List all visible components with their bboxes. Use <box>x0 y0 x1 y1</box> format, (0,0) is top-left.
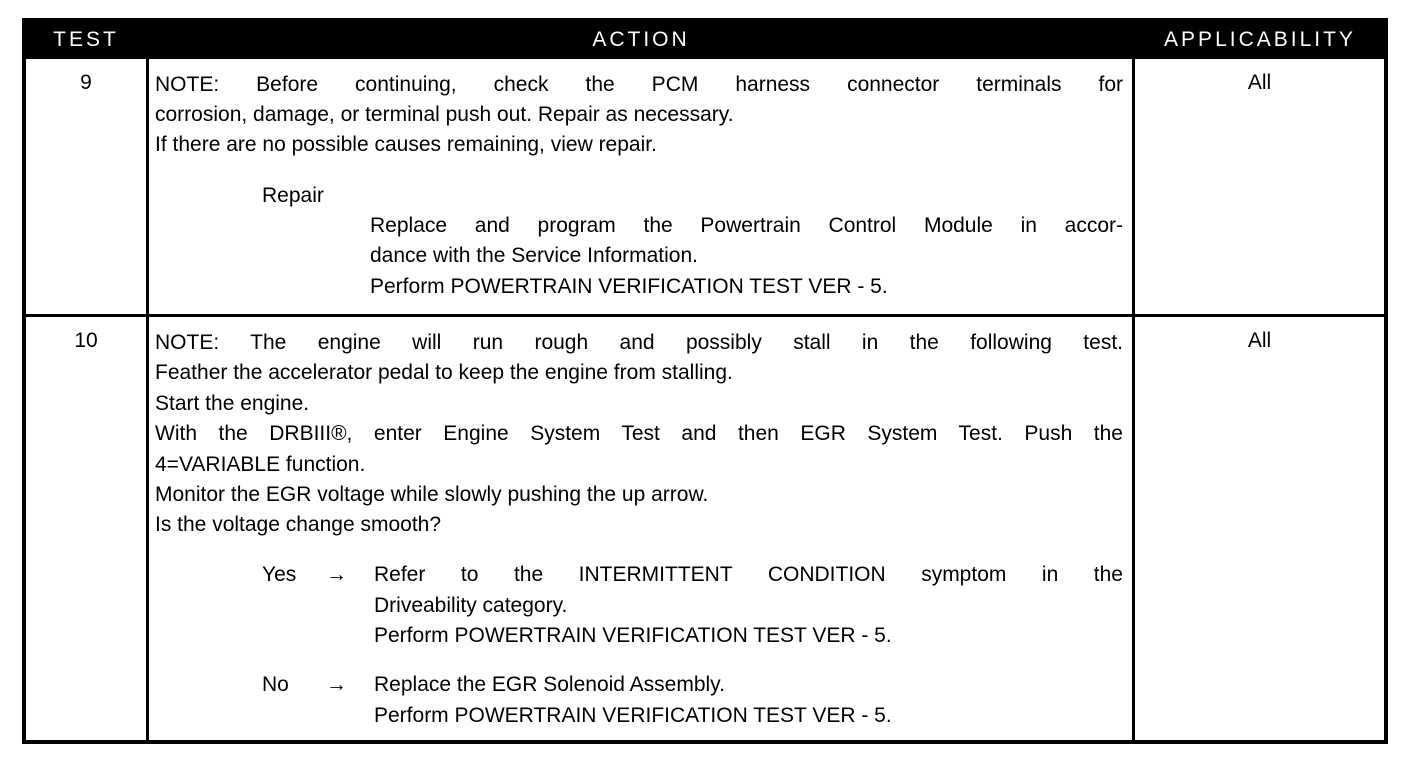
action-line: Feather the accelerator pedal to keep the engine from stalling. <box>155 361 733 384</box>
no-line: Perform POWERTRAIN VERIFICATION TEST VER - 5. <box>374 704 892 727</box>
repair-label: Repair <box>262 184 324 207</box>
arrow-right-icon: → <box>326 673 347 696</box>
repair-line: Replace and program the Powertrain Control Module in accor- <box>370 214 1123 237</box>
action-line: Start the engine. <box>155 392 310 415</box>
action-line: Is the voltage change smooth? <box>155 513 442 536</box>
action-line: NOTE: The engine will run rough and possibly stall in the following test. <box>155 331 1123 354</box>
action-line: corrosion, damage, or terminal push out. Repair as necessary. <box>155 103 734 126</box>
table-row-test-9 <box>26 59 1384 314</box>
repair-line: dance with the Service Information. <box>370 244 699 267</box>
diagnostic-table <box>22 18 1388 744</box>
header-test: TEST <box>53 28 119 51</box>
action-line: If there are no possible causes remaining, view repair. <box>155 133 657 156</box>
table-row-test-10 <box>26 317 1384 742</box>
test-number: 10 <box>74 329 98 352</box>
action-line: With the DRBIII®, enter Engine System Test and then EGR System Test. Push the <box>155 422 1123 445</box>
applicability-value: All <box>1247 71 1272 94</box>
table-header <box>26 22 1384 59</box>
arrow-right-icon: → <box>326 563 347 586</box>
no-line: Replace the EGR Solenoid Assembly. <box>374 673 725 696</box>
header-applicability: APPLICABILITY <box>1164 28 1356 51</box>
action-line: Monitor the EGR voltage while slowly pushing the up arrow. <box>155 483 709 506</box>
yes-line: Perform POWERTRAIN VERIFICATION TEST VER - 5. <box>374 624 892 647</box>
yes-label: Yes <box>262 563 297 586</box>
applicability-value: All <box>1247 329 1272 352</box>
test-number: 9 <box>80 71 92 94</box>
action-line: NOTE: Before continuing, check the PCM harness connector terminals for <box>155 73 1123 96</box>
no-label: No <box>262 673 289 696</box>
header-action: ACTION <box>592 28 690 51</box>
repair-line: Perform POWERTRAIN VERIFICATION TEST VER - 5. <box>370 275 888 298</box>
action-line: 4=VARIABLE function. <box>155 453 366 476</box>
yes-line: Refer to the INTERMITTENT CONDITION symptom in the <box>374 563 1123 586</box>
yes-line: Driveability category. <box>374 594 568 617</box>
